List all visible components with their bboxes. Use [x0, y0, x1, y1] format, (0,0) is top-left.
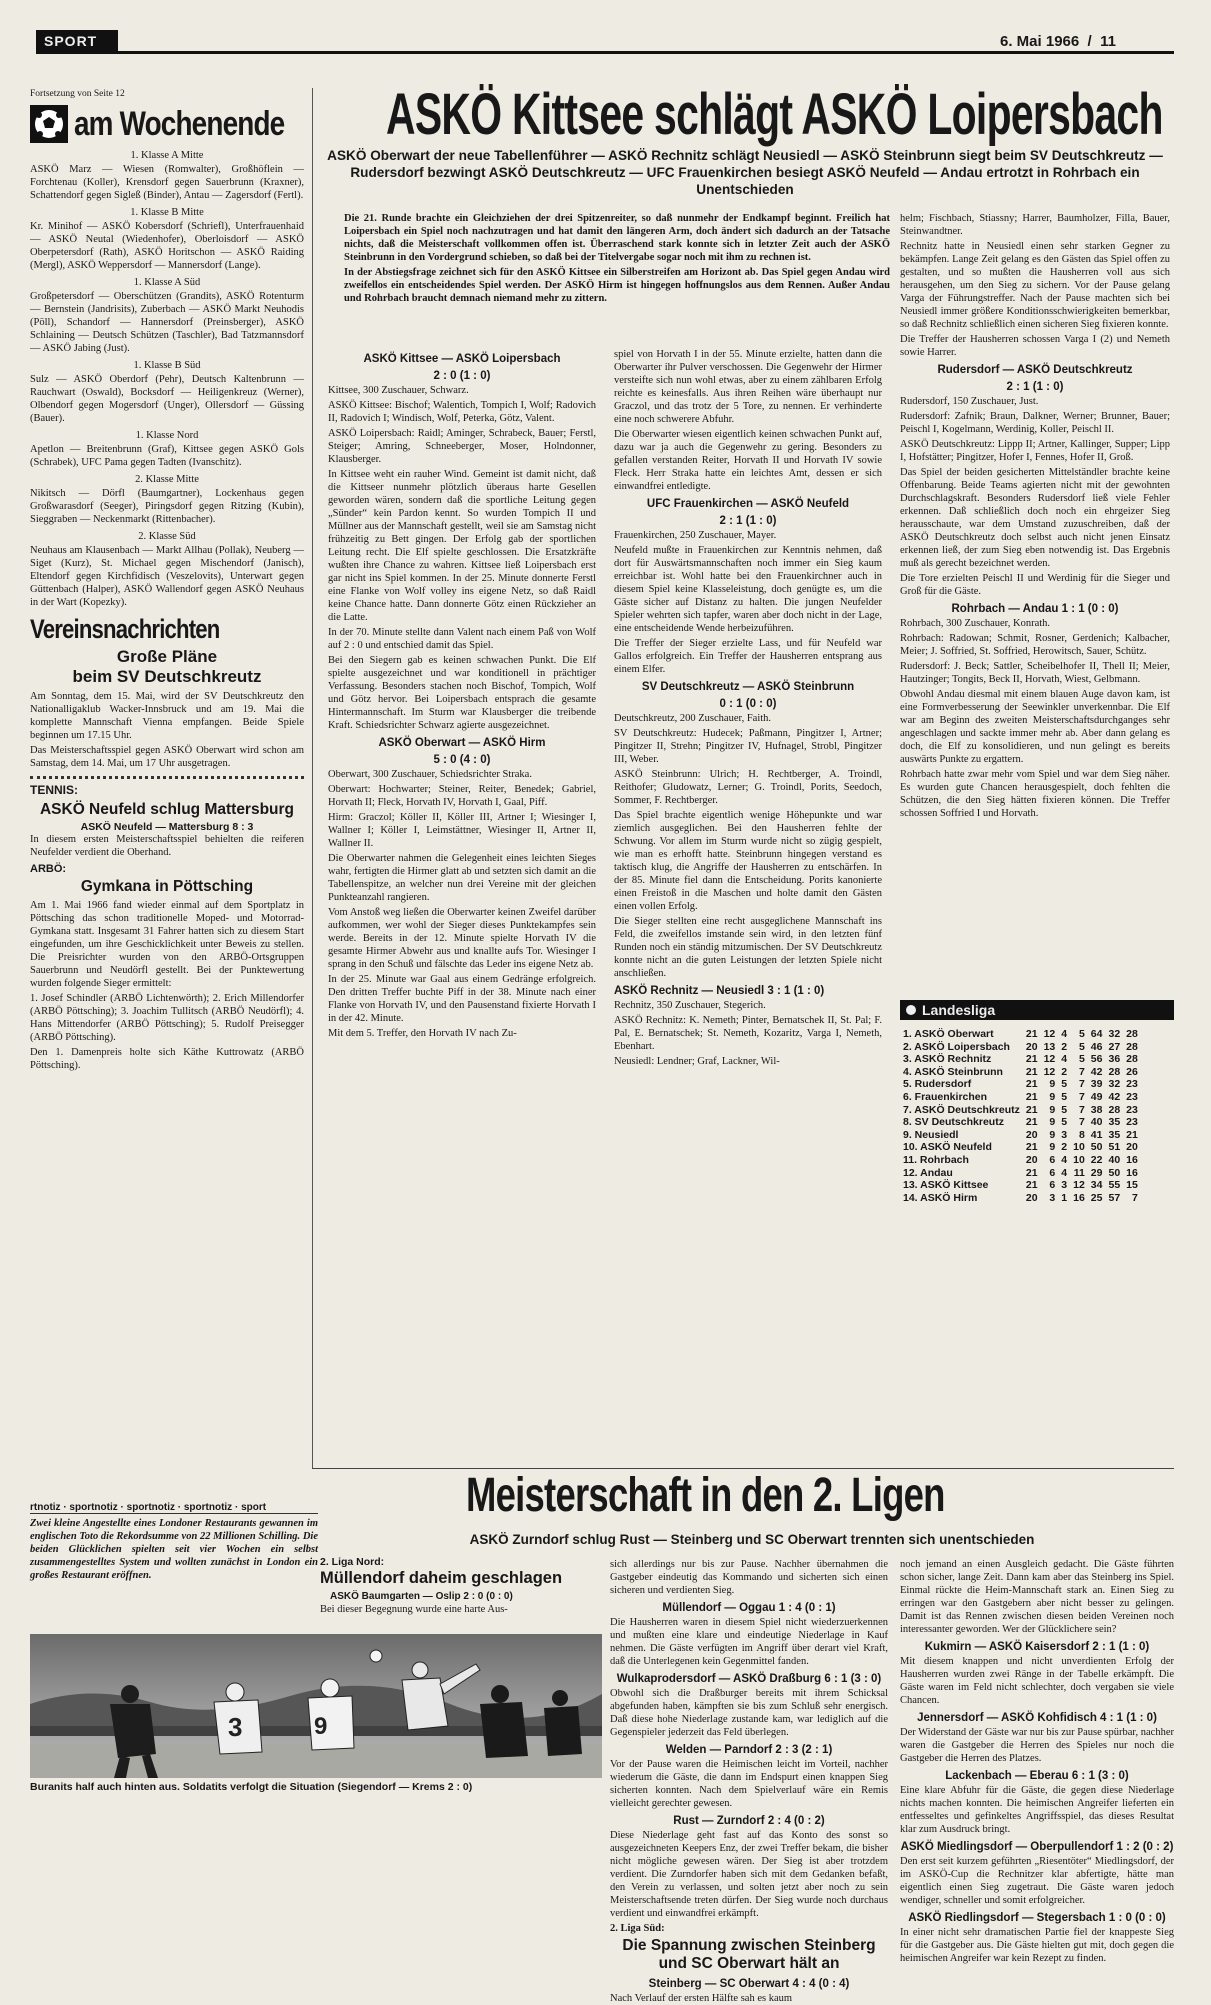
svg-text:3: 3: [228, 1712, 243, 1742]
article-paragraph: ASKÖ Loipersbach: Raidl; Aminger, Schrabeck, Bauer; Ferstl, Steiger; Amring, Schneeberger, Moser, Holndonner, Klausberger.: [328, 428, 596, 465]
table-cell: 2: [1061, 1040, 1068, 1053]
table-cell: 3: [1061, 1128, 1068, 1141]
article-paragraph: SV Deutschkreutz: Hudecek; Paßmann, Pingitzer I, Artner; Pingitzer II, Strehn; Pingitzer IV, Hufnagel, Strobl, Pingitzer III, Weber.: [614, 728, 882, 765]
match-result: UFC Frauenkirchen — ASKÖ Neufeld: [646, 498, 850, 510]
table-cell: 50: [1090, 1141, 1103, 1154]
table-cell: 57: [1108, 1191, 1121, 1204]
article-paragraph: 2. Liga Süd:: [610, 1923, 665, 1934]
article-paragraph: Mit dem 5. Treffer, den Horvath IV nach Zu-: [328, 1028, 517, 1039]
table-cell: 2: [1061, 1065, 1068, 1078]
article-paragraph: Rudersdorf: J. Beck; Sattler, Scheibelhofer II, Thell II; Meier, Hautzinger; Tongits, Beck II, Horvath, Wiest, Gelbmann.: [900, 661, 1170, 685]
lead-para-2: In der Abstiegsfrage zeichnet sich für den ASKÖ Kittsee ein Silberstreifen am Horizont ab. Das Spiel gegen Andau wird zweifellos ein entscheidendes Spiel werden. Der ASKÖ Hirm ist hingegen hoffnungslos aus dem Rennen. Außer Andau und Rohrbach braucht demnach niemand mehr zu zittern.: [344, 267, 890, 304]
table-row: [900, 1041, 1141, 1054]
table-row: [900, 1091, 1141, 1104]
table-cell: 12: [1043, 1028, 1056, 1040]
table-cell: 4: [1061, 1028, 1068, 1040]
table-cell: 20: [1025, 1128, 1038, 1141]
article-paragraph: Neusiedl: Lendner; Graf, Lackner, Wil-: [614, 1056, 780, 1067]
table-cell: 46: [1090, 1040, 1103, 1053]
match-result: 5 : 0 (4 : 0): [433, 754, 491, 766]
table-row: [900, 1167, 1141, 1180]
article-paragraph: Oberwart: Hochwarter; Steiner, Reiter, Benedek; Gabriel, Horvath II; Fleck, Horvath IV, Horvath I, Gaal, Piff.: [328, 784, 596, 808]
liga-nord: [320, 1556, 602, 1618]
bullet-icon: [906, 1005, 916, 1015]
landesliga-label-bar: [900, 1000, 1174, 1020]
table-row: [900, 1104, 1141, 1117]
table-cell: 50: [1108, 1166, 1121, 1179]
table-row: [900, 1078, 1141, 1091]
table-row: [900, 1053, 1141, 1066]
match-result: SV Deutschkreutz — ASKÖ Steinbrunn: [641, 681, 855, 693]
article-paragraph: Das Spiel brachte eigentlich wenige Höhepunkte und war ziemlich ausgeglichen. Bei den Hausherren fehlte der Schwung. Vor allem im Sturm wurde nicht so zügig gespielt, wie man es erhofft hatte. Steinbrunn hingegen verstand es taktisch klug, die Angriffe der Hausherren zu entschärfen. In der 85. Minute fiel dann die Entscheidung. Porits kanonierte einen Freistoß in die Maschen und holte damit den Gästen einen vollen Erfolg.: [614, 810, 882, 912]
article-paragraph: Rechnitz hatte in Neusiedl einen sehr starken Gegner zu bekämpfen. Lange Zeit gelang es den Gästen das Spiel offen zu gestalten, und so mußten die Hausherren voll aus sich herausgehen, um den Sieg zu sichern. Vor der Pause gelang Varga der Führungstreffer. Nach der Pause machten sich bei Neusiedl immer größere Konditionsschwierigkeiten bemerkbar, so daß Rechnitz schließlich einen sicheren Sieg fixieren konnte.: [900, 241, 1170, 330]
article-paragraph: Hirm: Graczol; Köller II, Köller III, Artner I; Wiesinger I, Wallner I; Köller I, Leimstättner, Wiesinger II, Artner II, Wallner II.: [328, 812, 596, 849]
class-heading: 1. Klasse B Mitte: [130, 207, 204, 218]
article-paragraph: Rohrbach, 300 Zuschauer, Konrath.: [900, 618, 1051, 629]
lead-para-1: Die 21. Runde brachte ein Gleichziehen der drei Spitzenreiter, so daß nunmehr der Endkampf beginnt. Freilich hat Loipersbach ein Spiel noch nachzutragen und hat damit den längeren Arm, doch ändert sich dadurch an der Tatsache nichts, daß die Meisterschaft vollkommen offen ist. Überraschend stark konnte sich in letzter Zeit auch der ASKÖ Steinbrunn in den Vordergrund schieben, so daß bei der Titelvergabe sogar noch mit ihm zu rechnen ist.: [344, 213, 890, 263]
table-cell: 36: [1108, 1053, 1121, 1066]
article-paragraph: Die Treffer der Hausherren schossen Varga I (2) und Nemeth sowie Harrer.: [900, 334, 1170, 358]
table-cell: 21: [1025, 1053, 1038, 1066]
liga-nord-title: Müllendorf daheim geschlagen: [320, 1569, 563, 1587]
table-cell: 26: [1126, 1065, 1138, 1078]
article-paragraph: Nach Verlauf der ersten Hälfte sah es kaum: [610, 1993, 793, 2004]
tennis-title: ASKÖ Neufeld schlug Mattersburg: [39, 801, 295, 818]
article-paragraph: ASKÖ Steinbrunn: Ulrich; H. Rechtberger, A. Troindl, Reithofer; Gludowatz, Lerner; G. Troindl, Porits, Seedoch, Sommer, F. Rechtberger.: [614, 769, 882, 806]
match-result: Rohrbach — Andau 1 : 1 (0 : 0): [951, 603, 1119, 615]
class-heading: 2. Klasse Mitte: [135, 474, 199, 485]
team-name: 12. Andau: [903, 1166, 953, 1179]
table-cell: 21: [1126, 1128, 1138, 1141]
table-cell: 12: [1043, 1065, 1056, 1078]
landesliga-box: [900, 1000, 1174, 1204]
table-cell: 9: [1049, 1090, 1056, 1103]
dotted-divider: [30, 776, 304, 779]
article-paragraph: Der Widerstand der Gäste war nur bis zur Pause spürbar, nachher waren die Gastgeber die Herren des Spieles nur noch die Gastgeber die Herren des Platzes.: [900, 1727, 1174, 1764]
table-row: [900, 1154, 1141, 1167]
article-paragraph: Obwohl sich die Draßburger bereits mit ihrem Schicksal abgefunden haben, kämpften sie bis zum Schluß sehr energisch. Daß diese hohe Niederlage zustande kam, war lediglich auf die Gegenspieler jederzeit das Feld überlegen.: [610, 1688, 888, 1738]
liga-nord-label: 2. Liga Nord:: [320, 1556, 385, 1568]
landesliga-table: [900, 1028, 1141, 1204]
table-cell: 7: [1078, 1090, 1085, 1103]
landesliga-label: Landesliga: [922, 1002, 996, 1018]
verein-sub1: Große Pläne: [116, 647, 218, 666]
match-result: Welden — Parndorf 2 : 3 (2 : 1): [665, 1744, 833, 1756]
left-column: [30, 88, 304, 1470]
article-paragraph: helm; Fischbach, Stiassny; Harrer, Baumholzer, Filla, Bauer, Steinwandtner.: [900, 213, 1170, 237]
table-cell: 28: [1126, 1028, 1138, 1040]
class-results: Sulz — ASKÖ Oberdorf (Pehr), Deutsch Kaltenbrunn — Rauchwart (Oswald), Bocksdorf — Heiligenkreuz (Werner), Olbendorf gegen Mogersdorf (Unger), Ollersdorf — Güssing (Bauer).: [30, 374, 304, 424]
svg-text:9: 9: [314, 1713, 328, 1740]
arboe-para-2: 1. Josef Schindler (ARBÖ Lichtenwörth); 2. Erich Millendorfer (ARBÖ Pöttsching); 3. Joachim Tullitsch (ARBÖ Neudörfl); 4. Hans Mittendorfer (ARBÖ Pöttsching); 5. Rudolf Preisegger (ARBÖ Pöttsching).: [30, 993, 304, 1043]
arboe-label: ARBÖ:: [30, 863, 67, 875]
class-heading: 1. Klasse B Süd: [133, 360, 201, 371]
table-cell: 20: [1025, 1040, 1038, 1053]
column-b: [614, 348, 882, 1460]
article-paragraph: In einer nicht sehr dramatischen Partie fiel der knappeste Sieg für die Gastgeber aus. Die Gäste hielten gut mit, doch gegen die heimischen Angreifer war kein Rezept zu finden.: [900, 1927, 1174, 1964]
table-cell: 35: [1108, 1116, 1121, 1129]
table-cell: 3: [1049, 1191, 1056, 1204]
article-paragraph: Die Treffer der Sieger erzielte Lass, und für Neufeld war Gallos erfolgreich. Ein Treffer der Hausherren entsprang aus einem Elfer.: [614, 638, 882, 675]
table-cell: 5: [1078, 1040, 1085, 1053]
table-cell: 15: [1126, 1179, 1138, 1192]
table-cell: 9: [1049, 1103, 1056, 1116]
article-paragraph: Den erst seit kurzem geführten „Riesentöter“ Miedlingsdorf, der im ASKÖ-Cup die Rechnitzer klar abfertigte, hätte man eigentlich einen Sieg zugetraut. Die Gäste waren jedoch wendiger, schneller und somit erfolgreicher.: [900, 1856, 1174, 1906]
table-cell: 42: [1108, 1090, 1121, 1103]
lead-block: [344, 212, 890, 307]
table-cell: 49: [1090, 1090, 1103, 1103]
article-paragraph: Oberwart, 300 Zuschauer, Schiedsrichter Straka.: [328, 769, 532, 780]
table-cell: 56: [1090, 1053, 1103, 1066]
table-cell: 27: [1108, 1040, 1121, 1053]
table-cell: 21: [1025, 1090, 1038, 1103]
article-paragraph: Rechnitz, 350 Zuschauer, Stegerich.: [614, 1000, 766, 1011]
table-cell: 21: [1025, 1141, 1038, 1154]
table-cell: 5: [1061, 1116, 1068, 1129]
table-row: [900, 1179, 1141, 1192]
table-cell: 22: [1090, 1153, 1103, 1166]
table-cell: 1: [1061, 1191, 1068, 1204]
article-paragraph: Die Oberwarter wiesen eigentlich keinen schwachen Punkt auf, dazu war ja auch die Gegenwehr zu gering. Besonders zu gefallen verstanden Reiter, Horvath II und Horvath IV sowie Fleck. Herr Straka hatte ein leichtes Amt, dessen er sich einwandfrei entledigte.: [614, 429, 882, 492]
article-paragraph: Vom Anstoß weg ließen die Oberwarter keinen Zweifel darüber aufkommen, wer wohl der Sieger dieses Punktekampfes sein werde. Bereits in der 12. Minute spielte Horvath IV die gesamte Hirmer Abwehr aus und knallte aufs Tor. Wiesinger I sprang in den Schuß und fälschte das Leder ins eigene Netz ab.: [328, 907, 596, 970]
table-cell: 2: [1061, 1141, 1068, 1154]
section-tag: SPORT: [36, 30, 118, 52]
class-results: Apetlon — Breitenbrunn (Graf), Kittsee gegen ASKÖ Gols (Schrabek), UFC Pama gegen Tadten (Ivanschitz).: [30, 444, 304, 468]
table-cell: 5: [1078, 1028, 1085, 1040]
table-cell: 41: [1090, 1128, 1103, 1141]
table-cell: 21: [1025, 1078, 1038, 1091]
table-row: [900, 1192, 1141, 1205]
class-results: Großpetersdorf — Oberschützen (Grandits), ASKÖ Rotenturm — Bernstein (Jandrisits), Zuberbach — ASKÖ Markt Neuhodis (Pöll), Schandorf — Hannersdorf (Preinsberger), ASKÖ Schlaining — Deutsch Schützen (Taschler), Bad Tatzmannsdorf — ASKÖ Jabing (Just).: [30, 291, 304, 354]
class-results: Kr. Minihof — ASKÖ Kobersdorf (Schriefl), Unterfrauenhaid — ASKÖ Neutal (Wiedenhofer), Oberloisdorf — ASKÖ Oberpetersdorf (Rath), ASKÖ Horitschon — ASKÖ Raiding (Mergl), ASKÖ Weppersdorf — Mannersdorf (Lange).: [30, 221, 304, 271]
table-row: [900, 1141, 1141, 1154]
arboe-para-3: Den 1. Damenpreis holte sich Käthe Kuttrowatz (ARBÖ Pöttsching).: [30, 1047, 304, 1071]
article-paragraph: ASKÖ Rechnitz: K. Nemeth; Pinter, Bernatschek II, St. Pal; F. Pal, E. Bernatschek; St. Nemeth, Kozaritz, Varga I, Nemeth, Ebenhart.: [614, 1015, 882, 1052]
team-name: 9. Neusiedl: [903, 1128, 959, 1141]
article-paragraph: Rohrbach hatte zwar mehr vom Spiel und war dem Sieg näher. Es wurden gute Chancen herausgespielt, doch fehlten die Schützen, die den Sieg hätten fixieren können. Die Treffer schossen Soffried I und Horvath.: [900, 769, 1170, 819]
class-results: Neuhaus am Klausenbach — Markt Allhau (Pollak), Neuberg — Siget (Kurz), St. Michael gegen Mischendorf (Janisch), Eltendorf gegen Kirchfidisch (Veszelovits), Unterwart gegen Güttenbach (Halper), ASKÖ Wallendorf gegen ASKÖ Neuhaus in der Wart (Kopezky).: [30, 545, 304, 608]
team-name: 6. Frauenkirchen: [903, 1090, 988, 1103]
verein-para-1: Am Sonntag, dem 15. Mai, wird der SV Deutschkreutz den Nationalligaklub Wacker-Innsbruck und am 19. Mai die komplette Mannschaft Vienna empfangen. Beide Spiele beginnen um 17.15 Uhr.: [30, 691, 304, 741]
class-heading: 2. Klasse Süd: [138, 531, 196, 542]
article-paragraph: Deutschkreutz, 200 Zuschauer, Faith.: [614, 713, 772, 724]
column-rule-left: [312, 88, 313, 1468]
tennis-label: TENNIS:: [30, 783, 78, 797]
article-paragraph: Rohrbach: Radowan; Schmit, Rosner, Gerdenich; Kalbacher, Meier; J. Soffried, St. Soffried, Herowitsch, Sauer, Schütz.: [900, 633, 1170, 657]
table-cell: 23: [1126, 1078, 1138, 1091]
table-cell: 55: [1108, 1179, 1121, 1192]
table-cell: 11: [1073, 1166, 1085, 1179]
table-cell: 20: [1025, 1153, 1038, 1166]
article-paragraph: Mit diesem knappen und nicht unverdienten Erfolg der Hausherren wurden zwei Ränge in der Tabelle erkämpft. Die Gäste waren im Feld nicht schlechter, doch vergaben sie viele Chancen.: [900, 1656, 1174, 1706]
match-result: Rudersdorf — ASKÖ Deutschkreutz: [937, 364, 1133, 376]
table-cell: 28: [1108, 1065, 1121, 1078]
table-cell: 7: [1132, 1191, 1138, 1204]
team-name: 3. ASKÖ Rechnitz: [903, 1053, 992, 1066]
team-name: 11. Rohrbach: [903, 1153, 969, 1166]
table-cell: 7: [1078, 1078, 1085, 1091]
table-cell: 42: [1090, 1065, 1103, 1078]
photo-caption: Buranits half auch hinten aus. Soldatits verfolgt die Situation (Siegendorf — Krems 2 : 0): [30, 1781, 473, 1793]
wochenende-heading: [30, 105, 304, 143]
table-cell: 12: [1043, 1053, 1056, 1066]
match-result: Steinberg — SC Oberwart 4 : 4 (0 : 4): [648, 1978, 850, 1990]
match-result: Müllendorf — Oggau 1 : 4 (0 : 1): [662, 1602, 836, 1614]
table-cell: 9: [1049, 1078, 1056, 1091]
column-a: [328, 348, 596, 1460]
sportnotiz-text: Zwei kleine Angestellte eines Londoner Restaurants gewannen im englischen Toto die Rekordsumme von 22 Millionen Schilling. Die beiden Glücklichen spielten seit vier Wochen ein selbst zusammengestelltes System und wollten zunächst in London ein großes Restaurant eröffnen.: [30, 1518, 318, 1581]
meister-title: Meisterschaft in den 2. Ligen: [466, 1469, 945, 1522]
match-result: Jennersdorf — ASKÖ Kohfidisch 4 : 1 (1 : 0): [917, 1712, 1157, 1724]
table-cell: 51: [1108, 1141, 1121, 1154]
article-paragraph: Eine klare Abfuhr für die Gäste, die gegen diese Niederlage nichts machen konnten. Die heimischen Angreifer lieferten ein entfesseltes und gefinkeltes Angriffsspiel, das dieses Resultat klar zum Ausdruck bringt.: [900, 1785, 1174, 1835]
sportnotiz-bar: rtnotiz · sportnotiz · sportnotiz · sportnotiz · sport: [30, 1502, 318, 1514]
soccer-ball-icon: [30, 105, 68, 143]
header-rule: [36, 51, 1174, 54]
article-paragraph: In der 70. Minute stellte dann Valent nach einem Paß von Wolf auf 2 : 0 und entschied damit das Spiel.: [328, 627, 596, 651]
table-cell: 6: [1049, 1179, 1056, 1192]
team-name: 10. ASKÖ Neufeld: [903, 1141, 992, 1154]
team-name: 1. ASKÖ Oberwart: [903, 1028, 994, 1040]
table-cell: 9: [1049, 1141, 1056, 1154]
match-result: ASKÖ Oberwart — ASKÖ Hirm: [378, 737, 546, 749]
table-cell: 10: [1073, 1141, 1085, 1154]
table-cell: 21: [1025, 1116, 1038, 1129]
team-name: 8. SV Deutschkreutz: [903, 1116, 1004, 1129]
table-cell: 6: [1049, 1153, 1056, 1166]
match-result: ASKÖ Riedlingsdorf — Stegersbach 1 : 0 (0 : 0): [908, 1912, 1166, 1924]
meister-subtitle: ASKÖ Zurndorf schlug Rust — Steinberg und SC Oberwart trennten sich unentschieden: [469, 1532, 1035, 1547]
article-paragraph: sich allerdings nur bis zur Pause. Nachher übernahmen die Gastgeber eindeutig das Kommando und sicherten sich einen sicheren und verdienten Sieg.: [610, 1559, 888, 1596]
column-e: [900, 1558, 1174, 1964]
match-result: ASKÖ Miedlingsdorf — Oberpullendorf 1 : 2 (0 : 2): [900, 1841, 1174, 1853]
match-result: ASKÖ Rechnitz — Neusiedl 3 : 1 (1 : 0): [614, 985, 825, 997]
team-name: 4. ASKÖ Steinbrunn: [903, 1065, 1003, 1078]
article-paragraph: Die Sieger stellten eine recht ausgeglichene Mannschaft ins Feld, die zweifellos imstande sein wird, in den letzten fünf Runden noch ein ständig mitzumischen. Der SV Deutschkreutz konnte nicht an die guten Leistungen der letzten Spiele nicht anschließen.: [614, 916, 882, 979]
table-cell: 5: [1061, 1103, 1068, 1116]
table-cell: 39: [1090, 1078, 1103, 1091]
table-cell: 16: [1073, 1191, 1085, 1204]
table-cell: 64: [1090, 1028, 1103, 1040]
team-name: 5. Rudersdorf: [903, 1078, 972, 1091]
table-cell: 25: [1090, 1191, 1103, 1204]
match-result: 0 : 1 (0 : 0): [719, 698, 777, 710]
team-name: 7. ASKÖ Deutschkreutz: [903, 1103, 1020, 1116]
main-subtitle: ASKÖ Oberwart der neue Tabellenführer — ASKÖ Rechnitz schlägt Neusiedl — ASKÖ Steinbrunn siegt beim SV Deutschkreutz — Rudersdorf bezwingt ASKÖ Deutschkreutz — UFC Frauenkirchen besiegt ASKÖ Neufeld — Andau ertrotzt in Rohrbach ein Unentschieden: [327, 148, 1163, 197]
table-cell: 4: [1061, 1153, 1068, 1166]
table-cell: 34: [1090, 1179, 1103, 1192]
article-paragraph: Die Oberwarter nahmen die Gelegenheit eines leichten Sieges wahr, fertigten die Hirmer glatt ab und setzten sich damit an die Tabellenspitze, an welcher nun drei Vereine mit der gleichen Punkteanzahl rangieren.: [328, 853, 596, 903]
match-result: Rust — Zurndorf 2 : 4 (0 : 2): [673, 1815, 825, 1827]
team-name: 2. ASKÖ Loipersbach: [903, 1040, 1010, 1053]
article-paragraph: Die Hausherren waren in diesem Spiel nicht wiederzuerkennen und mußten eine klare und eindeutige Niederlage in Kauf nehmen. Die Gäste verfügten im Angriff über derart viel Kraft, daß die Unterlegenen kein Gegenmittel fanden.: [610, 1617, 888, 1667]
table-cell: 7: [1078, 1103, 1085, 1116]
article-paragraph: Kittsee, 300 Zuschauer, Schwarz.: [328, 385, 469, 396]
match-result: Wulkaprodersdorf — ASKÖ Draßburg 6 : 1 (3 : 0): [616, 1673, 882, 1685]
verein-sub2: beim SV Deutschkreutz: [72, 667, 262, 686]
match-result: 2 : 1 (1 : 0): [719, 515, 777, 527]
table-cell: 9: [1049, 1116, 1056, 1129]
match-result: Lackenbach — Eberau 6 : 1 (3 : 0): [945, 1770, 1129, 1782]
table-cell: 20: [1025, 1191, 1038, 1204]
table-cell: 12: [1073, 1179, 1085, 1192]
table-cell: 32: [1108, 1028, 1121, 1040]
table-cell: 21: [1025, 1179, 1038, 1192]
table-cell: 23: [1126, 1103, 1138, 1116]
article-paragraph: spiel von Horvath I in der 55. Minute erzielte, hatten dann die Oberwarter ihr Pulver verschossen. Die Gegenwehr der Hirmer versteifte sich nun wohl etwas, aber zu einem zählbaren Erfolg reichte es keinesfalls. Aus ihren Reihen wäre überhaupt nur Graczol, und das trotz der 5 Tore, zu nennen. Er verhinderte eine noch schwerere Abfuhr.: [614, 349, 882, 425]
table-cell: 13: [1043, 1040, 1056, 1053]
match-result: Kukmirn — ASKÖ Kaisersdorf 2 : 1 (1 : 0): [924, 1641, 1150, 1653]
table-cell: 10: [1073, 1153, 1085, 1166]
table-cell: 40: [1090, 1116, 1103, 1129]
class-heading: 1. Klasse Nord: [135, 430, 199, 441]
table-cell: 29: [1090, 1166, 1103, 1179]
table-row: [900, 1066, 1141, 1079]
liga-nord-result: ASKÖ Baumgarten — Oslip 2 : 0 (0 : 0): [330, 1591, 513, 1602]
table-cell: 21: [1025, 1028, 1038, 1040]
article-paragraph: Diese Niederlage geht fast auf das Konto des sonst so ausgezeichneten Keepers Enz, der zwei Treffer bekam, die bisher nicht mögliche gewesen wären. Der Sieg ist aber trotzdem verdient. Die Zurndorfer haben sich mit dem Gedanken befaßt, den Verein zu verlassen, und solten jetzt aber noch zu sein Meisterschaftsende treten dürfen. Der Sieg wurde noch durchaus verdient und einwandfrei erkämpft.: [610, 1830, 888, 1919]
table-cell: 5: [1061, 1090, 1068, 1103]
table-cell: 5: [1078, 1053, 1085, 1066]
table-cell: 20: [1126, 1141, 1138, 1154]
table-cell: 7: [1078, 1116, 1085, 1129]
column-c: [900, 212, 1170, 990]
team-name: 14. ASKÖ Hirm: [903, 1191, 978, 1204]
article-paragraph: noch jemand an einen Ausgleich gedacht. Die Gäste führten schon sicher, lange Zeit. Dann kam aber das Steinberg ins Spiel. Einmal rückte die Heim-Mannschaft stark an. Einen Sieg zu erringen war den Gastgebern aber nicht besser zu gelingen. Damit ist das Rennen zwischen diesen beiden Vereinen noch interessanter geworden. Wer der Glücklichere sein?: [900, 1559, 1174, 1635]
table-cell: 7: [1078, 1065, 1085, 1078]
header-date: 6. Mai 1966 / 11: [1000, 33, 1116, 50]
left-results: [30, 149, 304, 609]
verein-para-2: Das Meisterschaftsspiel gegen ASKÖ Oberwart wird schon am Samstag, dem 14. Mai, um 17 Uhr ausgetragen.: [30, 745, 304, 769]
table-cell: 21: [1025, 1065, 1038, 1078]
match-photo: [30, 1634, 602, 1778]
sportnotiz-box: [30, 1502, 318, 1584]
article-paragraph: Obwohl Andau diesmal mit einem blauen Auge davon kam, ist eine Formverbesserung der Seewinkler unverkennbar. Die Elf war am Beginn des zweiten Meisterschaftsdurchganges sehr angeschlagen und sackte immer mehr ab. Aber dann gelang es doch, die Elf zu konsolidieren, und nun gelingt es bereits auswärts Punkte zu ergattern.: [900, 689, 1170, 765]
article-paragraph: In Kittsee weht ein rauher Wind. Gemeint ist damit nicht, daß die Kittseer nunmehr plötzlich überaus harte Gesellen geworden wären, sondern daß die sportliche Leitung gegen „Sünder“ kein Pardon kennt. So wurden Tompich II und Müllner aus der Mannschaft gestellt, weil sie am Samstag nicht frühzeitig zu Bett gingen. Der Erfolg gab der sportlichen Leitung recht. Die Elf spielte geschlossen. Die Ersatzkräfte wußten ihre Chance zu wahren. Kittsee ließ Loipersbach erst gar nicht ins Spiel kommen. In der 25. Minute donnerte Ferstl eine Flanke von Wolf volley ins eigene Netz, so daß Raidl keine Chance hatte. Dann donnerte Götz einen Rückzieher an die Latte.: [328, 469, 596, 623]
article-paragraph: Bei den Siegern gab es keinen schwachen Punkt. Die Elf spielte ausgezeichnet und war konditionell in prächtiger Verfassung. Besonders stachen noch Bischof, Tompich, Wolf und Götz hervor. Bei Loipersbach entsprach die gesamte Hintermannschaft. Im Sturm war Klausberger die treibende Kraft. Schiedsrichter Schwarz agierte ausgezeichnet.: [328, 655, 596, 731]
table-cell: 4: [1061, 1053, 1068, 1066]
team-name: 13. ASKÖ Kittsee: [903, 1179, 989, 1192]
class-results: ASKÖ Marz — Wiesen (Romwalter), Großhöflein — Forchtenau (Koller), Krensdorf gegen Sauerbrunn (Kraxner), Schattendorf gegen Sigleß (Binder), Antau — Zagersdorf (Fertl).: [30, 164, 304, 201]
wochenende-title: am Wochenende: [74, 105, 285, 143]
class-results: Nikitsch — Dörfl (Baumgartner), Lockenhaus gegen Großwarasdorf (Seeger), Piringsdorf gegen Ritzing (Kubin), Sieggraben — Neckenmarkt (Rittenbacher).: [30, 488, 304, 525]
match-result: 2 : 1 (1 : 0): [1006, 381, 1064, 393]
table-cell: 28: [1108, 1103, 1121, 1116]
match-result: 2 : 0 (1 : 0): [433, 370, 491, 382]
verein-title: Vereinsnachrichten: [30, 614, 220, 644]
article-paragraph: Das Spiel der beiden gesicherten Mittelständler brachte keine Offenbarung. Beide Teams agierten nicht mit der gewohnten Durchschlagskraft. Besonders Rudersdorf ließ viele Fehler erkennen. Daß schließlich doch noch ein ehrgeizer Sieg herausschaute, war dem Umstand zuzuschreiben, daß der ASKÖ Deutschkreutz doch selbst auch nicht jenen Einsatz erkennen ließ, der zum Sieg eben notwendig ist. Das Ergebnis muß als gerecht bezeichnet werden.: [900, 467, 1170, 569]
table-cell: 40: [1108, 1153, 1121, 1166]
football-photo-image: [30, 1634, 602, 1778]
class-heading: 1. Klasse A Süd: [133, 277, 201, 288]
table-cell: 28: [1126, 1053, 1138, 1066]
arboe-para-1: Am 1. Mai 1966 fand wieder einmal auf dem Sportplatz in Pöttsching das schon traditionelle Moped- und Motorrad-Gymkana statt. Insgesamt 31 Fahrer hatten sich zu diesem Start eingefunden, um ihre Geschicklichkeit unter Beweis zu stellen. Die Preisrichter wurden von den ARBÖ-Ortsgruppen Sauerbrunn und Neudörfl gestellt. Bei der Punktewertung wurden folgende Sieger ermittelt:: [30, 900, 304, 989]
continued-note: Fortsetzung von Seite 12: [30, 89, 125, 99]
class-heading: 1. Klasse A Mitte: [130, 150, 204, 161]
table-cell: 9: [1049, 1128, 1056, 1141]
table-cell: 3: [1061, 1179, 1068, 1192]
table-cell: 23: [1126, 1090, 1138, 1103]
table-cell: 8: [1078, 1128, 1085, 1141]
liga-nord-text: Bei dieser Begegnung wurde eine harte Aus-: [320, 1604, 508, 1615]
table-row: [900, 1129, 1141, 1142]
table-cell: 4: [1061, 1166, 1068, 1179]
table-cell: 21: [1025, 1166, 1038, 1179]
sub-headline: Die Spannung zwischen Steinberg und SC Oberwart hält an: [622, 1937, 876, 1972]
article-paragraph: Neufeld mußte in Frauenkirchen zur Kenntnis nehmen, daß dort für Auswärtsmannschaften noch immer ein Sieg kaum erreichbar ist. Wohl hatte bei den Frauenkirchner auch in diesem Spiel keine Klasseleistung, doch genügte es, um die Gäste sicher auf Distanz zu halten. Die jungen Neufelder Spieler wehrten sich tapfer, waren aber doch nicht in der Lage, eine entscheidende Wende herbeizuführen.: [614, 545, 882, 634]
table-row: [900, 1028, 1141, 1041]
tennis-result: ASKÖ Neufeld — Mattersburg 8 : 3: [80, 821, 254, 833]
article-paragraph: ASKÖ Deutschkreutz: Lippp II; Artner, Kallinger, Supper; Lipp I, Hofstätter; Pingitzer, Hofer I, Fennes, Hofer II, Groß.: [900, 439, 1170, 463]
article-paragraph: Frauenkirchen, 250 Zuschauer, Mayer.: [614, 530, 777, 541]
column-d: [610, 1558, 888, 2004]
table-cell: 23: [1126, 1116, 1138, 1129]
table-cell: 6: [1049, 1166, 1056, 1179]
table-cell: 32: [1108, 1078, 1121, 1091]
article-paragraph: Rudersdorf, 150 Zuschauer, Just.: [900, 396, 1039, 407]
article-paragraph: Die Tore erzielten Peischl II und Werdinig für die Sieger und Groß für die Gäste.: [900, 573, 1170, 597]
table-cell: 21: [1025, 1103, 1038, 1116]
arboe-title: Gymkana in Pöttsching: [80, 878, 254, 895]
table-cell: 5: [1061, 1078, 1068, 1091]
match-result: ASKÖ Kittsee — ASKÖ Loipersbach: [363, 353, 561, 365]
table-cell: 38: [1090, 1103, 1103, 1116]
table-cell: 35: [1108, 1128, 1121, 1141]
table-cell: 16: [1126, 1153, 1138, 1166]
table-cell: 16: [1126, 1166, 1138, 1179]
table-cell: 28: [1126, 1040, 1138, 1053]
article-paragraph: Rudersdorf: Zafnik; Braun, Dalkner, Werner; Brunner, Bauer; Peischl I, Kogelmann, Werdinig, Koller, Peischl II.: [900, 411, 1170, 435]
main-headline: ASKÖ Kittsee schlägt ASKÖ Loipersbach: [386, 82, 1163, 147]
tennis-text: In diesem ersten Meisterschaftsspiel behielten die reiferen Neufelder verdient die Oberhand.: [30, 834, 304, 858]
article-paragraph: In der 25. Minute war Gaal aus einem Gedränge erfolgreich. Den dritten Treffer buchte Piff in der 38. Minute nach einer Flanke von Horvath IV, und den Pausenstand fixierte Horvath I in der 42. Minute.: [328, 974, 596, 1024]
article-paragraph: ASKÖ Kittsee: Bischof; Walentich, Tompich I, Wolf; Radovich II, Radovich I; Windisch, Wolf, Peterka, Götz, Valent.: [328, 400, 596, 424]
article-paragraph: Vor der Pause waren die Heimischen leicht im Vorteil, nachher wiederum die Gäste, die dann im Endspurt einen knappen Sieg sicherten konnten. Nach dem Spielverlauf wäre ein Remis vielleicht gerechter gewesen.: [610, 1759, 888, 1809]
table-row: [900, 1116, 1141, 1129]
